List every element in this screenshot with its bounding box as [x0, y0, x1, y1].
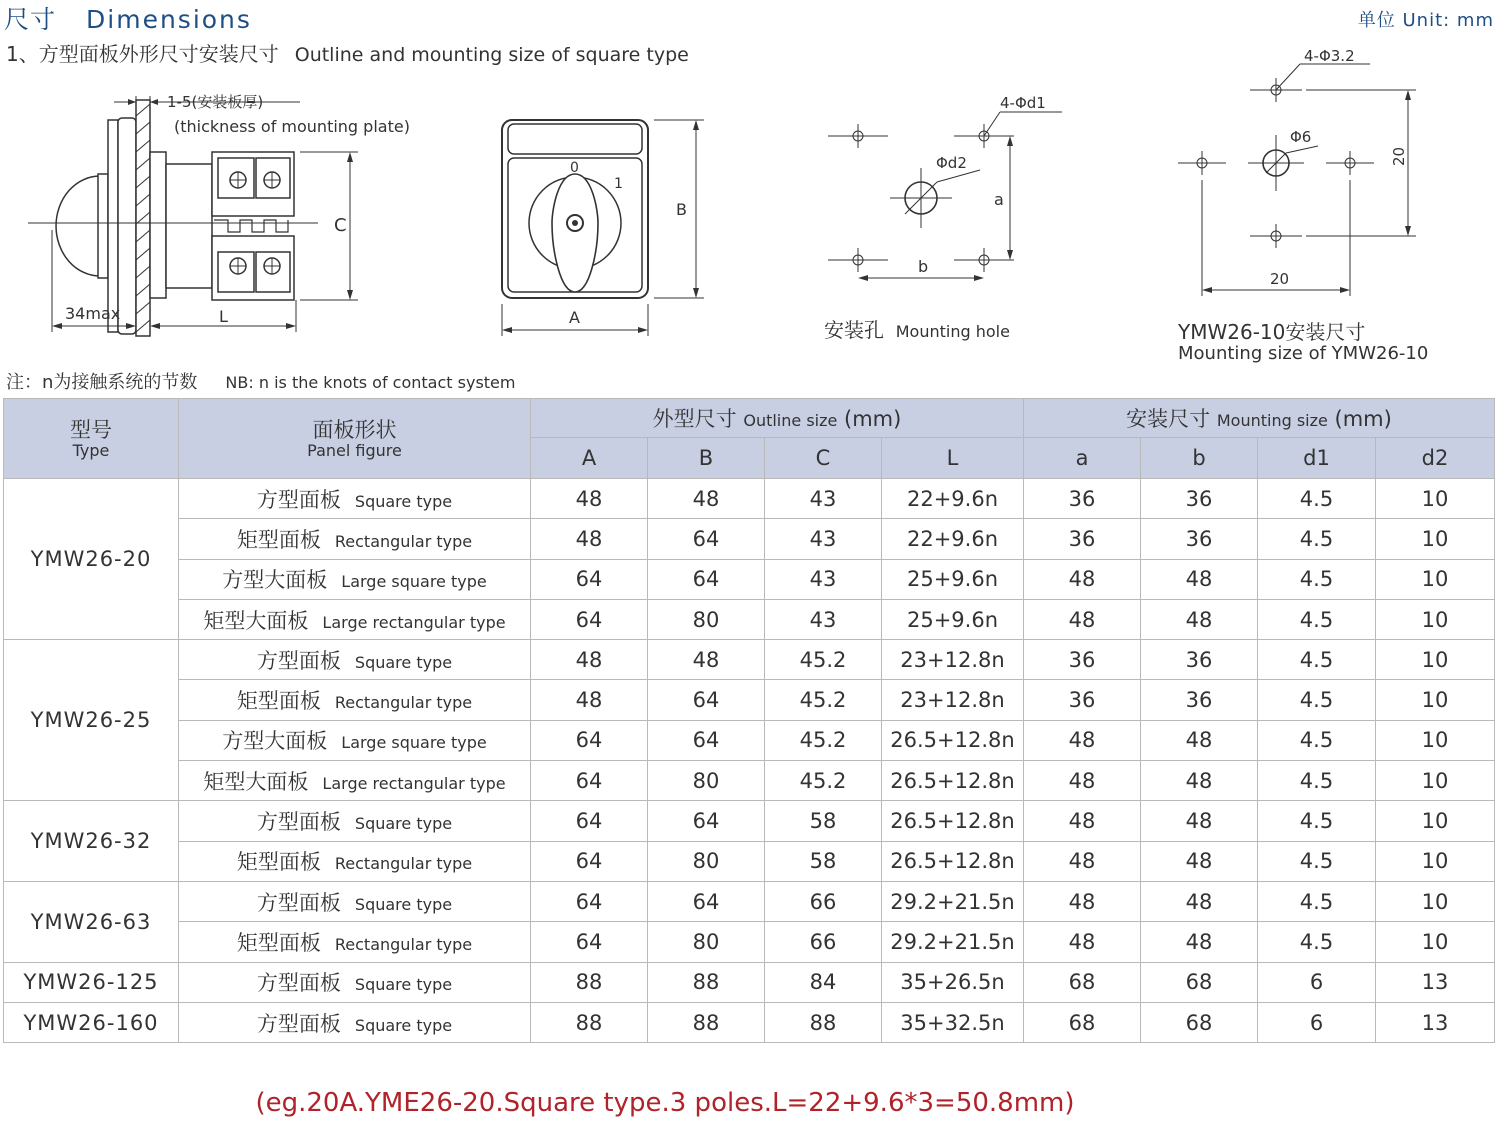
- panel-figure-en: Square type: [354, 1015, 453, 1035]
- value-cell: 6: [1258, 1002, 1376, 1042]
- value-cell: 25+9.6n: [882, 599, 1024, 639]
- value-cell: 48: [1141, 881, 1258, 921]
- value-cell: 23+12.8n: [882, 680, 1024, 720]
- panel-figure-zh: 方型面板: [256, 487, 341, 512]
- panel-figure-zh: 矩型面板: [236, 527, 321, 552]
- panel-figure-zh: 矩型面板: [236, 930, 321, 955]
- depth-label: 34max: [65, 304, 121, 323]
- value-cell: 84: [765, 962, 882, 1002]
- table-row: [4, 559, 1495, 599]
- value-cell: 4.5: [1258, 519, 1376, 559]
- model-type-cell: YMW26-160: [4, 1002, 179, 1042]
- value-cell: 64: [531, 881, 648, 921]
- value-cell: 64: [531, 720, 648, 760]
- value-cell: 13: [1376, 962, 1495, 1002]
- column-header: b: [1141, 438, 1258, 479]
- column-header: a: [1024, 438, 1141, 479]
- value-cell: 10: [1376, 640, 1495, 680]
- model-type-cell: YMW26-32: [4, 801, 179, 882]
- ymw26-10-mounting-diagram: [1178, 64, 1416, 296]
- table-row: [4, 801, 1495, 841]
- panel-figure-cell: [179, 599, 531, 639]
- value-cell: 64: [648, 881, 765, 921]
- value-cell: 48: [1141, 801, 1258, 841]
- value-cell: 45.2: [765, 761, 882, 801]
- hole-b-label: b: [918, 257, 929, 276]
- column-header: d1: [1258, 438, 1376, 479]
- value-cell: 10: [1376, 479, 1495, 519]
- ymw10-caption-en: Mounting size of YMW26-10: [1178, 343, 1429, 364]
- table-row: [4, 640, 1495, 680]
- table-row: [4, 761, 1495, 801]
- value-cell: 35+26.5n: [882, 962, 1024, 1002]
- value-cell: 80: [648, 761, 765, 801]
- panel-figure-zh: 方型大面板: [222, 568, 328, 593]
- value-cell: 36: [1024, 479, 1141, 519]
- panel-figure-zh: 矩型面板: [236, 689, 321, 714]
- value-cell: 68: [1141, 962, 1258, 1002]
- value-cell: 48: [1024, 841, 1141, 881]
- value-cell: 88: [765, 1002, 882, 1042]
- note-zh: 注：n为接触系统的节数: [6, 372, 198, 393]
- switch-position-1: 1: [614, 176, 623, 192]
- value-cell: 68: [1024, 1002, 1141, 1042]
- value-cell: 48: [531, 680, 648, 720]
- hole-a-label: a: [994, 190, 1004, 209]
- panel-figure-cell: [179, 761, 531, 801]
- value-cell: 36: [1141, 680, 1258, 720]
- table-row: [4, 841, 1495, 881]
- value-cell: 66: [765, 922, 882, 962]
- value-cell: 36: [1024, 519, 1141, 559]
- value-cell: 36: [1024, 680, 1141, 720]
- value-cell: 26.5+12.8n: [882, 720, 1024, 760]
- value-cell: 43: [765, 519, 882, 559]
- section-title-en: Outline and mounting size of square type: [294, 44, 689, 66]
- plate-thickness-label: 1-5(安装板厚): [167, 93, 264, 111]
- value-cell: 4.5: [1258, 720, 1376, 760]
- value-cell: 64: [531, 922, 648, 962]
- value-cell: 45.2: [765, 680, 882, 720]
- value-cell: 43: [765, 599, 882, 639]
- value-cell: 10: [1376, 599, 1495, 639]
- panel-figure-en: Square type: [354, 894, 453, 914]
- table-row: [4, 479, 1495, 519]
- value-cell: 4.5: [1258, 922, 1376, 962]
- panel-figure-en: Large rectangular type: [322, 612, 506, 632]
- value-cell: 4.5: [1258, 761, 1376, 801]
- unit-label: 单位 Unit: mm: [1357, 10, 1494, 31]
- value-cell: 64: [648, 680, 765, 720]
- value-cell: 88: [648, 962, 765, 1002]
- mount-header-unit: (mm): [1334, 407, 1392, 431]
- panel-figure-cell: [179, 841, 531, 881]
- panel-figure-cell: [179, 559, 531, 599]
- value-cell: 66: [765, 881, 882, 921]
- panel-figure-en: Rectangular type: [334, 531, 473, 551]
- value-cell: 48: [531, 519, 648, 559]
- column-header: B: [648, 438, 765, 479]
- panel-figure-cell: [179, 881, 531, 921]
- section-title-zh: 1、方型面板外形尺寸安装尺寸: [6, 42, 279, 66]
- panel-figure-cell: [179, 922, 531, 962]
- panel-figure-zh: 矩型大面板: [203, 608, 309, 633]
- value-cell: 48: [1141, 559, 1258, 599]
- value-cell: 43: [765, 559, 882, 599]
- value-cell: 64: [648, 801, 765, 841]
- value-cell: 36: [1141, 640, 1258, 680]
- ymw10-d32-label: 4-Φ3.2: [1304, 47, 1355, 65]
- panel-figure-zh: 矩型大面板: [203, 769, 309, 794]
- value-cell: 48: [1141, 922, 1258, 962]
- mounting-hole-diagram: [828, 112, 1062, 281]
- value-cell: 48: [531, 640, 648, 680]
- value-cell: 48: [1141, 841, 1258, 881]
- mounting-hole-caption: [824, 314, 1010, 343]
- page-title: [4, 0, 252, 36]
- value-cell: 22+9.6n: [882, 479, 1024, 519]
- panel-figure-cell: [179, 720, 531, 760]
- plate-thickness-label-en: (thickness of mounting plate): [174, 117, 410, 136]
- value-cell: 64: [531, 801, 648, 841]
- mount-header-zh: 安装尺寸: [1126, 407, 1211, 431]
- example-footnote: (eg.20A.YME26-20.Square type.3 poles.L=22+9.6*3=50.8mm): [255, 1088, 1075, 1118]
- model-type-cell: YMW26-125: [4, 962, 179, 1002]
- value-cell: 4.5: [1258, 881, 1376, 921]
- model-type-cell: YMW26-20: [4, 479, 179, 640]
- value-cell: 64: [531, 841, 648, 881]
- panel-figure-cell: [179, 519, 531, 559]
- panel-header-zh: 面板形状: [312, 417, 397, 442]
- value-cell: 25+9.6n: [882, 559, 1024, 599]
- value-cell: 68: [1141, 1002, 1258, 1042]
- panel-figure-zh: 方型面板: [256, 890, 341, 915]
- panel-figure-en: Large square type: [341, 733, 487, 753]
- ymw10-20-horizontal-label: 20: [1270, 270, 1290, 288]
- value-cell: 10: [1376, 720, 1495, 760]
- panel-figure-zh: 方型面板: [256, 971, 341, 996]
- table-row: [4, 680, 1495, 720]
- value-cell: 48: [648, 479, 765, 519]
- outline-size-header: [531, 399, 1024, 438]
- value-cell: 4.5: [1258, 801, 1376, 841]
- panel-figure-cell: [179, 640, 531, 680]
- value-cell: 4.5: [1258, 599, 1376, 639]
- value-cell: 10: [1376, 922, 1495, 962]
- specification-table: [3, 398, 1495, 1043]
- panel-figure-en: Large rectangular type: [322, 773, 506, 793]
- table-row: [4, 922, 1495, 962]
- value-cell: 48: [1141, 720, 1258, 760]
- value-cell: 35+32.5n: [882, 1002, 1024, 1042]
- mounting-size-header: [1024, 399, 1495, 438]
- panel-figure-cell: [179, 680, 531, 720]
- panel-figure-en: Square type: [354, 975, 453, 995]
- value-cell: 4.5: [1258, 841, 1376, 881]
- value-cell: 88: [648, 1002, 765, 1042]
- value-cell: 48: [1024, 559, 1141, 599]
- value-cell: 80: [648, 922, 765, 962]
- ymw10-20-vertical-label: 20: [1390, 146, 1408, 166]
- value-cell: 26.5+12.8n: [882, 761, 1024, 801]
- value-cell: 48: [1024, 922, 1141, 962]
- value-cell: 48: [1024, 881, 1141, 921]
- value-cell: 4.5: [1258, 680, 1376, 720]
- dimension-l-label: L: [219, 307, 228, 326]
- panel-figure-en: Square type: [354, 814, 453, 834]
- value-cell: 36: [1141, 479, 1258, 519]
- title-en: Dimensions: [86, 5, 252, 34]
- value-cell: 4.5: [1258, 640, 1376, 680]
- value-cell: 26.5+12.8n: [882, 841, 1024, 881]
- panel-figure-zh: 方型大面板: [222, 729, 328, 754]
- dimension-a-label: A: [569, 308, 580, 327]
- model-type-cell: YMW26-25: [4, 640, 179, 801]
- value-cell: 64: [648, 720, 765, 760]
- type-header-en: Type: [72, 440, 110, 460]
- table-row: [4, 720, 1495, 760]
- value-cell: 10: [1376, 761, 1495, 801]
- value-cell: 80: [648, 599, 765, 639]
- value-cell: 23+12.8n: [882, 640, 1024, 680]
- panel-header-en: Panel figure: [307, 440, 402, 460]
- panel-figure-zh: 矩型面板: [236, 850, 321, 875]
- value-cell: 48: [1024, 761, 1141, 801]
- value-cell: 4.5: [1258, 479, 1376, 519]
- panel-figure-en: Rectangular type: [334, 934, 473, 954]
- column-header: L: [882, 438, 1024, 479]
- mount-header-en: Mounting size: [1216, 411, 1328, 430]
- mounting-hole-caption-en: Mounting hole: [895, 322, 1010, 341]
- hole-d1-label: 4-Φd1: [1000, 94, 1046, 112]
- column-header: d2: [1376, 438, 1495, 479]
- mounting-hole-caption-zh: 安装孔: [824, 318, 884, 342]
- value-cell: 10: [1376, 881, 1495, 921]
- panel-figure-cell: [179, 479, 531, 519]
- value-cell: 58: [765, 801, 882, 841]
- panel-figure-en: Square type: [354, 491, 453, 511]
- title-zh: 尺寸: [4, 5, 57, 34]
- hole-d2-label: Φd2: [936, 154, 967, 172]
- panel-figure-zh: 方型面板: [256, 648, 341, 673]
- panel-figure-cell: [179, 801, 531, 841]
- note-en: NB: n is the knots of contact system: [225, 373, 516, 392]
- value-cell: 10: [1376, 841, 1495, 881]
- value-cell: 45.2: [765, 720, 882, 760]
- panel-figure-en: Large square type: [341, 572, 487, 592]
- value-cell: 10: [1376, 519, 1495, 559]
- value-cell: 29.2+21.5n: [882, 922, 1024, 962]
- ymw10-d6-label: Φ6: [1290, 128, 1312, 146]
- value-cell: 88: [531, 962, 648, 1002]
- table-row: [4, 1002, 1495, 1042]
- type-header: [4, 399, 179, 479]
- value-cell: 4.5: [1258, 559, 1376, 599]
- outline-header-unit: (mm): [844, 407, 902, 431]
- value-cell: 36: [1141, 519, 1258, 559]
- value-cell: 48: [531, 479, 648, 519]
- value-cell: 48: [1024, 599, 1141, 639]
- type-header-zh: 型号: [70, 417, 112, 442]
- dimension-c-label: C: [334, 215, 347, 236]
- table-row: [4, 881, 1495, 921]
- value-cell: 88: [531, 1002, 648, 1042]
- panel-figure-en: Rectangular type: [334, 693, 473, 713]
- ymw10-caption-zh: YMW26-10安装尺寸: [1178, 320, 1366, 344]
- value-cell: 64: [648, 559, 765, 599]
- value-cell: 48: [1141, 599, 1258, 639]
- model-type-cell: YMW26-63: [4, 881, 179, 962]
- dimension-b-label: B: [676, 200, 687, 219]
- value-cell: 64: [531, 599, 648, 639]
- value-cell: 64: [648, 519, 765, 559]
- column-header: C: [765, 438, 882, 479]
- value-cell: 48: [648, 640, 765, 680]
- value-cell: 48: [1024, 720, 1141, 760]
- value-cell: 64: [531, 761, 648, 801]
- note: [6, 368, 515, 394]
- value-cell: 58: [765, 841, 882, 881]
- panel-figure-en: Square type: [354, 652, 453, 672]
- value-cell: 22+9.6n: [882, 519, 1024, 559]
- value-cell: 26.5+12.8n: [882, 801, 1024, 841]
- value-cell: 10: [1376, 680, 1495, 720]
- front-view-diagram: [502, 120, 704, 336]
- value-cell: 36: [1024, 640, 1141, 680]
- panel-figure-zh: 方型面板: [256, 1011, 341, 1036]
- outline-header-zh: 外型尺寸: [652, 407, 737, 431]
- value-cell: 48: [1024, 801, 1141, 841]
- value-cell: 64: [531, 559, 648, 599]
- outline-header-en: Outline size: [743, 411, 838, 430]
- table-row: [4, 962, 1495, 1002]
- panel-figure-cell: [179, 962, 531, 1002]
- value-cell: 48: [1141, 761, 1258, 801]
- value-cell: 45.2: [765, 640, 882, 680]
- switch-position-0: 0: [570, 160, 579, 176]
- value-cell: 68: [1024, 962, 1141, 1002]
- value-cell: 29.2+21.5n: [882, 881, 1024, 921]
- panel-header: [179, 399, 531, 479]
- column-header: A: [531, 438, 648, 479]
- panel-figure-zh: 方型面板: [256, 810, 341, 835]
- panel-figure-cell: [179, 1002, 531, 1042]
- value-cell: 43: [765, 479, 882, 519]
- panel-figure-en: Rectangular type: [334, 854, 473, 874]
- value-cell: 10: [1376, 801, 1495, 841]
- table-row: [4, 599, 1495, 639]
- value-cell: 10: [1376, 559, 1495, 599]
- value-cell: 80: [648, 841, 765, 881]
- table-row: [4, 519, 1495, 559]
- value-cell: 13: [1376, 1002, 1495, 1042]
- value-cell: 6: [1258, 962, 1376, 1002]
